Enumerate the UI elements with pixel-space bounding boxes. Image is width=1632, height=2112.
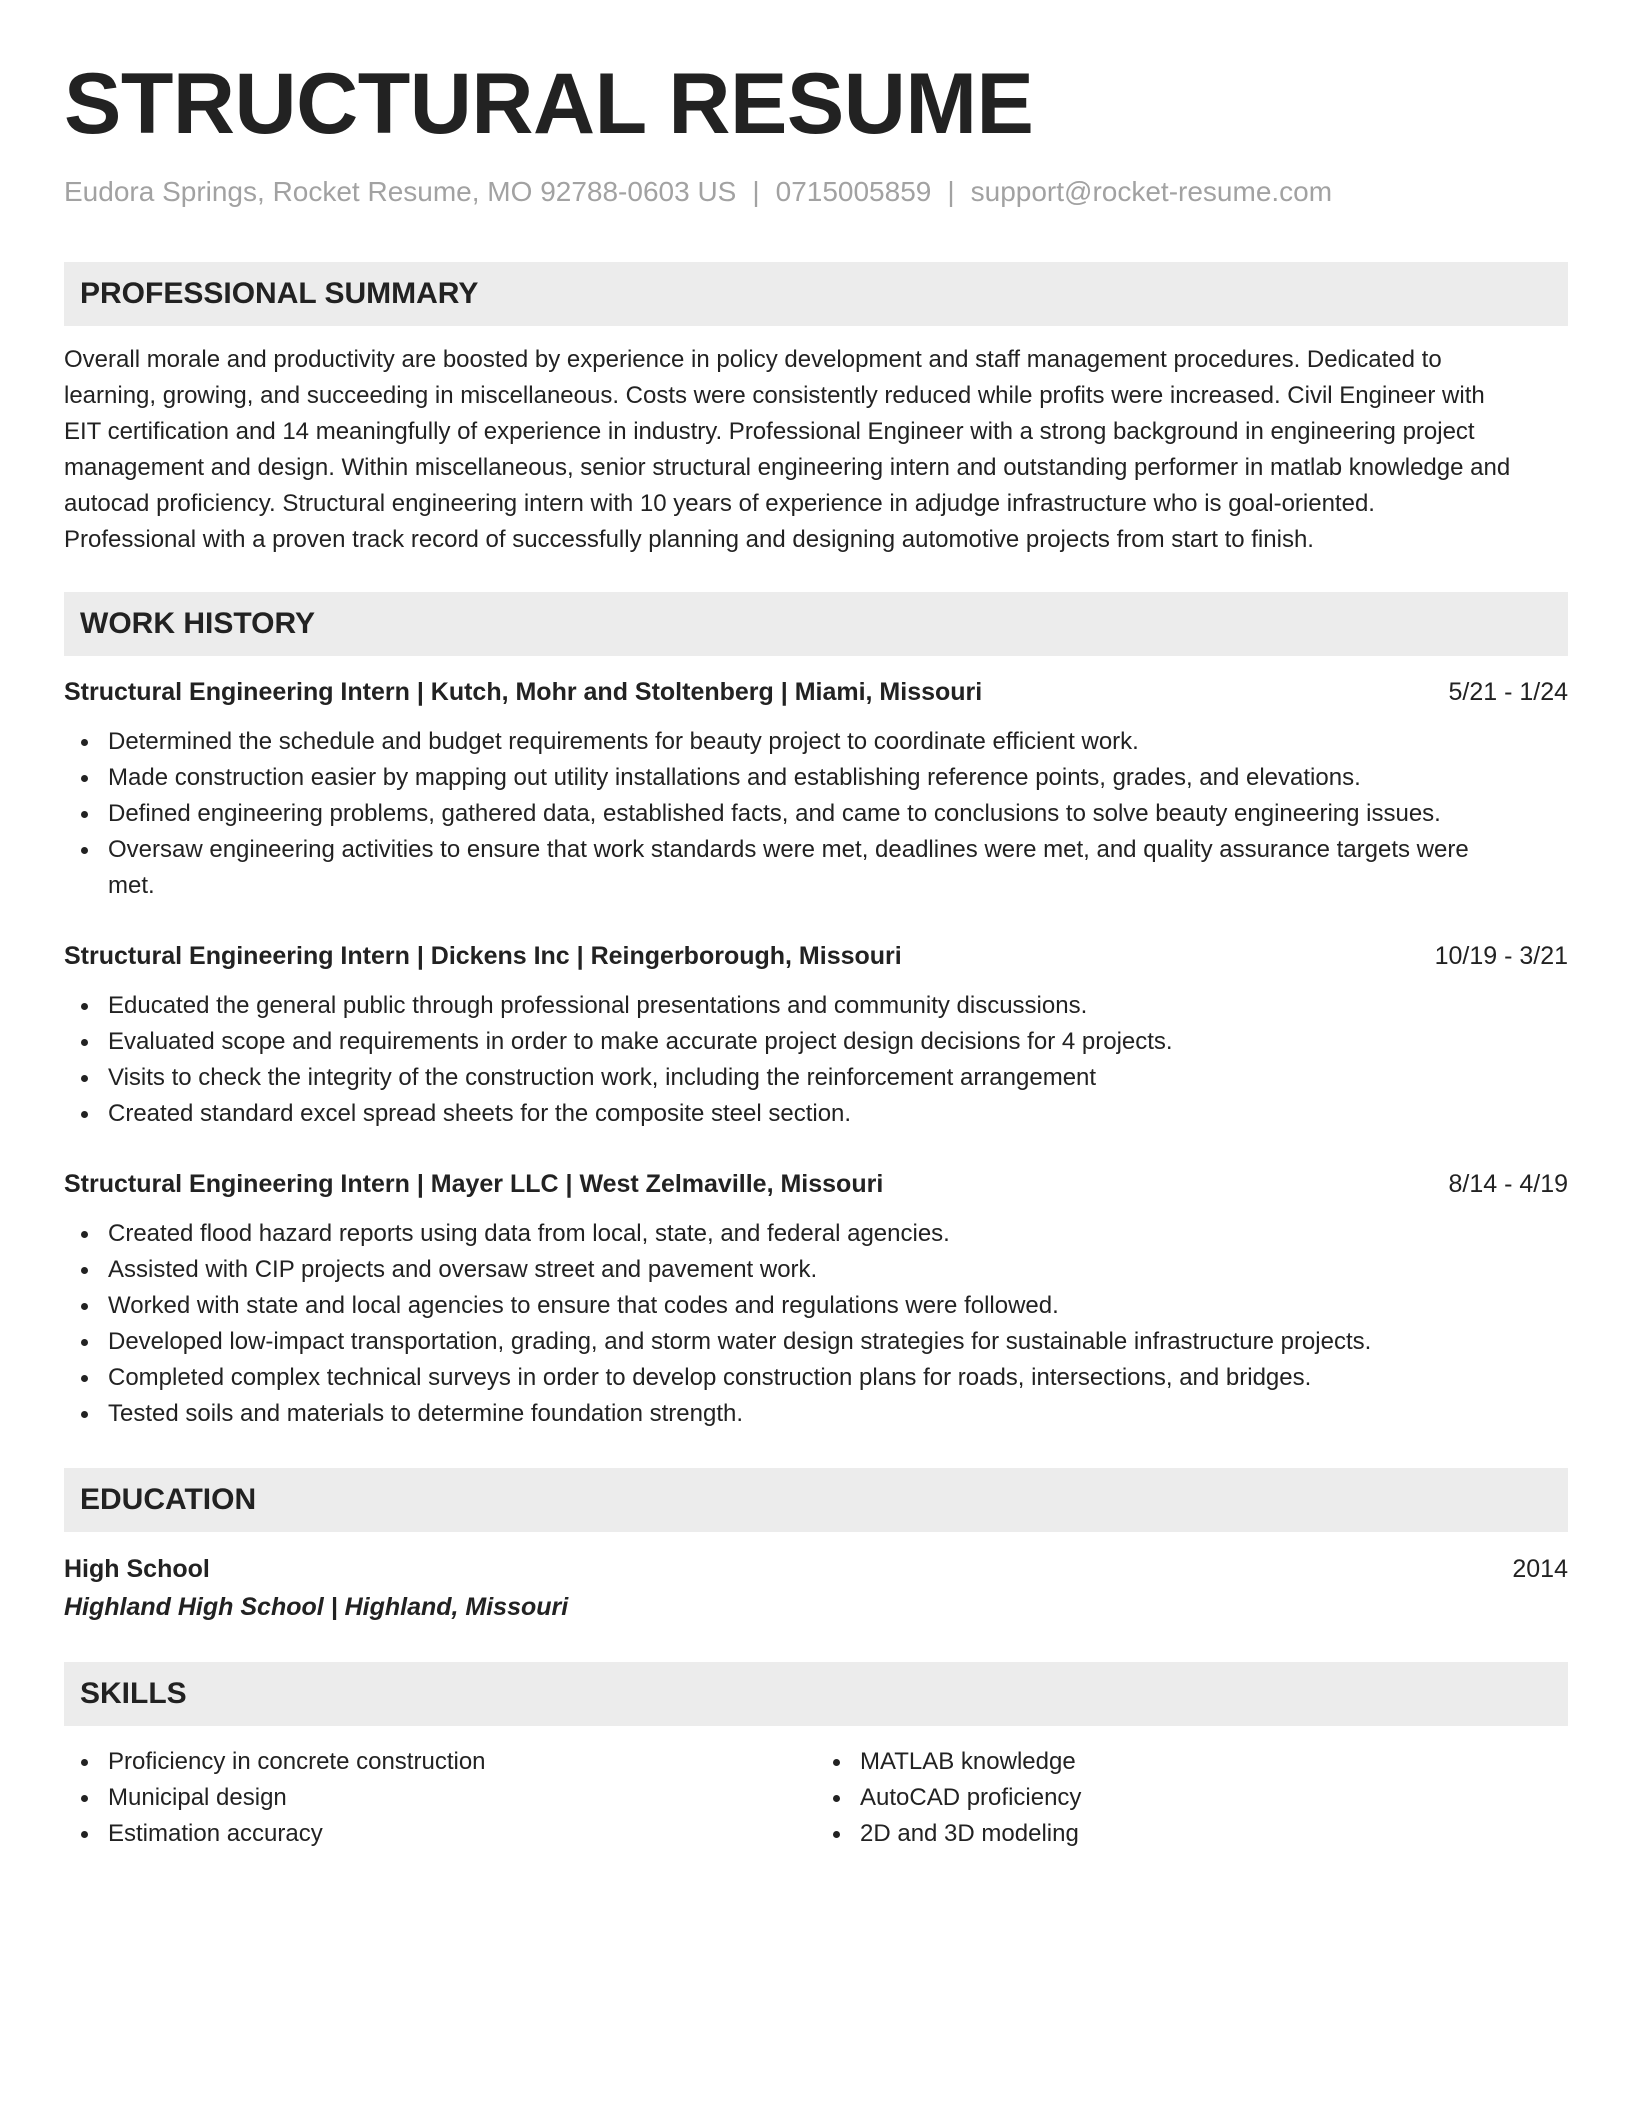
section-header-summary: PROFESSIONAL SUMMARY bbox=[64, 262, 1568, 326]
job-bullet: Created standard excel spread sheets for the composite steel section. bbox=[64, 1096, 1568, 1132]
skills-grid bbox=[64, 1744, 1568, 1852]
job-dates: 10/19 - 3/21 bbox=[1434, 942, 1568, 970]
job-bullet-line: Oversaw engineering activities to ensure that work standards were met, deadlines were met, and quality assurance targets were bbox=[108, 836, 1469, 863]
job-dates: 5/21 - 1/24 bbox=[1448, 678, 1568, 706]
education-entry bbox=[64, 1550, 1568, 1626]
job-title: Structural Engineering Intern | Mayer LLC | West Zelmaville, Missouri bbox=[64, 1170, 884, 1198]
job-bullet: Created flood hazard reports using data from local, state, and federal agencies. bbox=[64, 1216, 1568, 1252]
section-header-work-history: WORK HISTORY bbox=[64, 592, 1568, 656]
skill-item: Proficiency in concrete construction bbox=[64, 1744, 816, 1780]
section-header-education: EDUCATION bbox=[64, 1468, 1568, 1532]
summary-line: EIT certification and 14 meaningfully of experience in industry. Professional Engineer with a strong background in engineering project bbox=[64, 418, 1475, 445]
job-bullet: Educated the general public through professional presentations and community discussions. bbox=[64, 988, 1568, 1024]
job-bullet: Evaluated scope and requirements in order to make accurate project design decisions for 4 projects. bbox=[64, 1024, 1568, 1060]
job-header bbox=[64, 674, 1568, 710]
job-header bbox=[64, 1166, 1568, 1202]
job-title: Structural Engineering Intern | Dickens Inc | Reingerborough, Missouri bbox=[64, 942, 902, 970]
skill-item: Municipal design bbox=[64, 1780, 816, 1816]
resume-title: STRUCTURAL RESUME bbox=[64, 56, 1034, 152]
skill-item: Estimation accuracy bbox=[64, 1816, 816, 1852]
skills-list bbox=[64, 1744, 816, 1852]
job-bullet: Assisted with CIP projects and oversaw street and pavement work. bbox=[64, 1252, 1568, 1288]
job-bullet: Made construction easier by mapping out utility installations and establishing reference points, grades, and elevations. bbox=[64, 760, 1568, 796]
job-bullet: Completed complex technical surveys in order to develop construction plans for roads, intersections, and bridges. bbox=[64, 1360, 1568, 1396]
contact-separator: | bbox=[752, 176, 760, 207]
skill-item: MATLAB knowledge bbox=[816, 1744, 1568, 1780]
job-entry bbox=[64, 938, 1568, 1132]
job-bullets bbox=[64, 988, 1568, 1132]
job-bullet bbox=[64, 832, 1568, 904]
job-bullet: Defined engineering problems, gathered data, established facts, and came to conclusions to solve beauty engineering issues. bbox=[64, 796, 1568, 832]
job-bullets bbox=[64, 724, 1568, 904]
job-entry bbox=[64, 674, 1568, 904]
contact-line bbox=[64, 174, 1568, 210]
job-bullet: Developed low-impact transportation, grading, and storm water design strategies for sustainable infrastructure projects. bbox=[64, 1324, 1568, 1360]
section-header-skills: SKILLS bbox=[64, 1662, 1568, 1726]
contact-phone: 0715005859 bbox=[775, 176, 932, 207]
education-school: Highland High School | Highland, Missouri bbox=[64, 1593, 569, 1621]
summary-line: autocad proficiency. Structural engineering intern with 10 years of experience in adjudge infrastructure who is goal-oriented. bbox=[64, 490, 1375, 517]
job-bullet-line: met. bbox=[108, 872, 155, 899]
skill-item: AutoCAD proficiency bbox=[816, 1780, 1568, 1816]
summary-line: learning, growing, and succeeding in miscellaneous. Costs were consistently reduced while profits were increased. Civil Engineer with bbox=[64, 382, 1485, 409]
job-bullet: Visits to check the integrity of the construction work, including the reinforcement arrangement bbox=[64, 1060, 1568, 1096]
job-entry bbox=[64, 1166, 1568, 1432]
job-title: Structural Engineering Intern | Kutch, Mohr and Stoltenberg | Miami, Missouri bbox=[64, 678, 983, 706]
contact-separator: | bbox=[947, 176, 955, 207]
job-bullet: Tested soils and materials to determine foundation strength. bbox=[64, 1396, 1568, 1432]
education-degree: High School bbox=[64, 1555, 210, 1583]
summary-line: Professional with a proven track record of successfully planning and designing automotive projects from start to finish. bbox=[64, 526, 1314, 553]
summary-paragraph bbox=[64, 342, 1568, 558]
job-header bbox=[64, 938, 1568, 974]
education-header bbox=[64, 1550, 1568, 1588]
contact-email[interactable]: support@rocket-resume.com bbox=[970, 176, 1333, 207]
summary-line: Overall morale and productivity are boosted by experience in policy development and staff management procedures. Dedicated to bbox=[64, 346, 1442, 373]
job-bullet: Determined the schedule and budget requirements for beauty project to coordinate efficient work. bbox=[64, 724, 1568, 760]
summary-line: management and design. Within miscellaneous, senior structural engineering intern and outstanding performer in matlab knowledge and bbox=[64, 454, 1511, 481]
job-bullet: Worked with state and local agencies to ensure that codes and regulations were followed. bbox=[64, 1288, 1568, 1324]
contact-address: Eudora Springs, Rocket Resume, MO 92788-0603 US bbox=[64, 176, 737, 207]
skills-list bbox=[816, 1744, 1568, 1852]
job-dates: 8/14 - 4/19 bbox=[1448, 1170, 1568, 1198]
education-year: 2014 bbox=[1512, 1555, 1568, 1583]
job-bullets bbox=[64, 1216, 1568, 1432]
skill-item: 2D and 3D modeling bbox=[816, 1816, 1568, 1852]
skills-column-left bbox=[64, 1744, 816, 1852]
skills-column-right bbox=[816, 1744, 1568, 1852]
